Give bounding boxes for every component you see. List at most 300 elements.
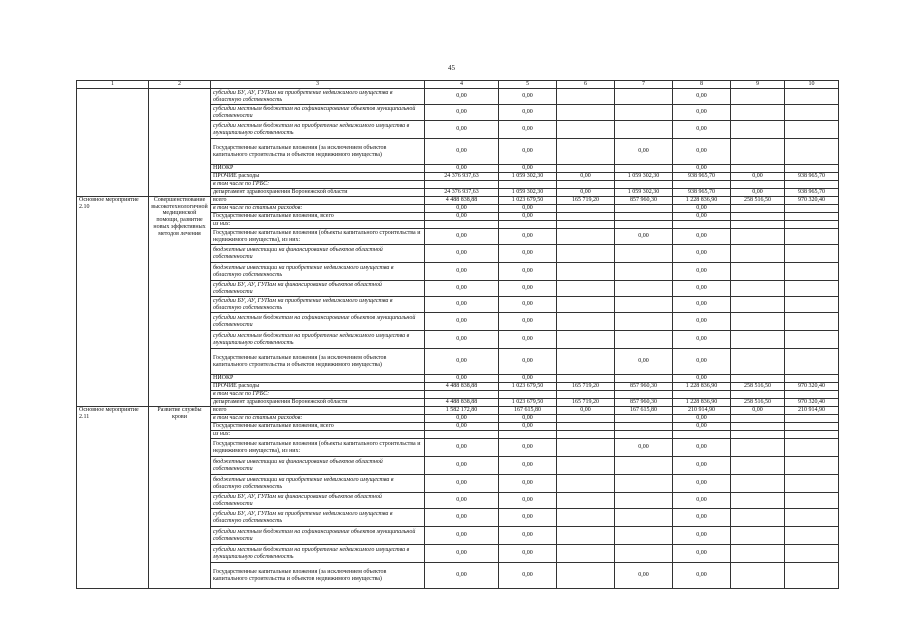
amount-cell	[731, 431, 785, 439]
column-number: 8	[673, 81, 731, 89]
amount-cell: 0,00	[425, 281, 499, 297]
amount-cell: 165 719,20	[557, 383, 615, 391]
amount-cell: 0,00	[425, 563, 499, 589]
amount-cell	[785, 527, 839, 545]
amount-cell	[615, 423, 673, 431]
amount-cell	[785, 423, 839, 431]
amount-cell	[615, 121, 673, 139]
expense-label-cell: Государственные капитальные вложения (объекты капитального строительства и недвижимого имущества), из них:	[211, 229, 425, 245]
amount-cell	[785, 221, 839, 229]
amount-cell: 0,00	[673, 121, 731, 139]
amount-cell	[785, 121, 839, 139]
amount-cell	[785, 415, 839, 423]
amount-cell	[731, 139, 785, 165]
amount-cell: 0,00	[499, 563, 557, 589]
expense-label-cell: департамент здравоохранения Воронежской области	[211, 399, 425, 407]
amount-cell: 0,00	[557, 189, 615, 197]
amount-cell: 0,00	[499, 331, 557, 349]
amount-cell: 0,00	[499, 375, 557, 383]
amount-cell	[731, 297, 785, 313]
amount-cell	[673, 391, 731, 399]
amount-cell: 938 965,70	[785, 189, 839, 197]
amount-cell	[785, 457, 839, 475]
amount-cell	[557, 431, 615, 439]
amount-cell: 0,00	[425, 139, 499, 165]
amount-cell: 1 023 679,50	[499, 399, 557, 407]
amount-cell: 24 376 937,63	[425, 173, 499, 181]
amount-cell: 0,00	[499, 527, 557, 545]
table-row	[77, 89, 839, 105]
column-number: 7	[615, 81, 673, 89]
amount-cell	[673, 181, 731, 189]
expense-label-cell: бюджетные инвестиции на приобретение недвижимого имущества в областную собственность	[211, 475, 425, 493]
expense-label-cell: НИОКР	[211, 375, 425, 383]
amount-cell: 24 376 937,63	[425, 189, 499, 197]
amount-cell	[557, 457, 615, 475]
amount-cell: 970 320,40	[785, 197, 839, 205]
amount-cell: 1 059 302,30	[499, 173, 557, 181]
amount-cell	[557, 165, 615, 173]
event-name-cell: Основное мероприятие 2.11	[77, 407, 149, 589]
amount-cell: 0,00	[499, 475, 557, 493]
amount-cell: 0,00	[673, 349, 731, 375]
amount-cell: 0,00	[499, 165, 557, 173]
amount-cell: 0,00	[673, 375, 731, 383]
amount-cell: 1 582 172,80	[425, 407, 499, 415]
amount-cell: 0,00	[425, 545, 499, 563]
amount-cell	[499, 181, 557, 189]
expense-label-cell: НИОКР	[211, 165, 425, 173]
amount-cell	[731, 375, 785, 383]
amount-cell	[731, 229, 785, 245]
amount-cell: 0,00	[425, 245, 499, 263]
amount-cell: 1 228 836,90	[673, 197, 731, 205]
amount-cell: 0,00	[499, 297, 557, 313]
expense-label-cell: в том числе по ГРБС:	[211, 391, 425, 399]
amount-cell: 0,00	[425, 213, 499, 221]
amount-cell	[557, 281, 615, 297]
amount-cell: 0,00	[673, 139, 731, 165]
amount-cell: 0,00	[673, 229, 731, 245]
expense-label-cell: Государственные капитальные вложения, всего	[211, 213, 425, 221]
amount-cell: 0,00	[673, 281, 731, 297]
amount-cell	[615, 375, 673, 383]
amount-cell: 0,00	[673, 423, 731, 431]
amount-cell	[557, 423, 615, 431]
amount-cell: 0,00	[425, 229, 499, 245]
amount-cell	[557, 105, 615, 121]
column-number: 10	[785, 81, 839, 89]
amount-cell: 0,00	[425, 509, 499, 527]
amount-cell	[615, 181, 673, 189]
amount-cell	[785, 563, 839, 589]
amount-cell: 970 320,40	[785, 383, 839, 391]
amount-cell	[785, 313, 839, 331]
amount-cell: 0,00	[673, 563, 731, 589]
amount-cell: 0,00	[673, 509, 731, 527]
amount-cell: 0,00	[731, 189, 785, 197]
amount-cell	[785, 493, 839, 509]
amount-cell: 857 960,30	[615, 399, 673, 407]
amount-cell: 0,00	[673, 213, 731, 221]
column-number: 2	[149, 81, 211, 89]
amount-cell: 1 023 679,50	[499, 383, 557, 391]
amount-cell: 0,00	[499, 245, 557, 263]
amount-cell: 0,00	[615, 439, 673, 457]
event-title-cell: Развитие службы крови	[149, 407, 211, 589]
amount-cell: 258 516,50	[731, 197, 785, 205]
amount-cell	[615, 415, 673, 423]
amount-cell	[673, 221, 731, 229]
amount-cell: 0,00	[499, 509, 557, 527]
amount-cell: 0,00	[673, 89, 731, 105]
expense-label-cell: ПРОЧИЕ расходы	[211, 173, 425, 181]
amount-cell	[731, 121, 785, 139]
amount-cell	[425, 391, 499, 399]
amount-cell: 0,00	[425, 493, 499, 509]
amount-cell: 0,00	[615, 139, 673, 165]
amount-cell	[785, 545, 839, 563]
amount-cell	[615, 281, 673, 297]
amount-cell: 0,00	[673, 331, 731, 349]
expense-label-cell: Государственные капитальные вложения (за исключением объектов капитального строительства и объектов недвижимого имущества)	[211, 139, 425, 165]
column-number: 1	[77, 81, 149, 89]
expense-label-cell: ПРОЧИЕ расходы	[211, 383, 425, 391]
amount-cell: 0,00	[499, 439, 557, 457]
amount-cell: 0,00	[425, 415, 499, 423]
amount-cell: 210 914,90	[673, 407, 731, 415]
amount-cell	[557, 493, 615, 509]
expense-label-cell: в том числе по ГРБС:	[211, 181, 425, 189]
amount-cell	[557, 297, 615, 313]
amount-cell	[499, 221, 557, 229]
amount-cell: 0,00	[673, 313, 731, 331]
expense-label-cell: Государственные капитальные вложения (за исключением объектов капитального строительства и объектов недвижимого имущества)	[211, 563, 425, 589]
amount-cell: 0,00	[673, 493, 731, 509]
amount-cell	[557, 229, 615, 245]
amount-cell	[557, 89, 615, 105]
amount-cell: 258 516,50	[731, 399, 785, 407]
amount-cell: 0,00	[673, 415, 731, 423]
amount-cell: 0,00	[425, 331, 499, 349]
amount-cell: 0,00	[673, 439, 731, 457]
amount-cell	[731, 493, 785, 509]
amount-cell	[731, 221, 785, 229]
amount-cell: 0,00	[499, 493, 557, 509]
amount-cell	[615, 245, 673, 263]
expense-label-cell: субсидии местным бюджетам на софинансирование объектов муниципальной собственности	[211, 105, 425, 121]
amount-cell	[557, 349, 615, 375]
expense-label-cell: субсидии БУ, АУ, ГУПам на финансирование объектов областной собственности	[211, 281, 425, 297]
amount-cell	[785, 229, 839, 245]
amount-cell	[731, 527, 785, 545]
amount-cell	[731, 213, 785, 221]
amount-cell: 0,00	[499, 415, 557, 423]
amount-cell: 0,00	[425, 375, 499, 383]
amount-cell	[731, 281, 785, 297]
amount-cell: 0,00	[499, 545, 557, 563]
amount-cell: 165 719,20	[557, 197, 615, 205]
table-body	[77, 81, 839, 589]
amount-cell	[615, 527, 673, 545]
expense-label-cell: департамент здравоохранения Воронежской области	[211, 189, 425, 197]
amount-cell: 0,00	[425, 457, 499, 475]
amount-cell: 0,00	[731, 407, 785, 415]
amount-cell: 0,00	[499, 139, 557, 165]
amount-cell	[785, 281, 839, 297]
amount-cell	[785, 475, 839, 493]
amount-cell	[731, 545, 785, 563]
expense-label-cell: в том числе по статьям расходов:	[211, 415, 425, 423]
amount-cell: 4 488 838,88	[425, 197, 499, 205]
amount-cell	[615, 221, 673, 229]
amount-cell	[785, 245, 839, 263]
table-row	[77, 407, 839, 415]
amount-cell: 4 488 838,88	[425, 399, 499, 407]
amount-cell: 0,00	[673, 527, 731, 545]
amount-cell	[557, 313, 615, 331]
amount-cell	[785, 263, 839, 281]
amount-cell: 857 960,30	[615, 197, 673, 205]
amount-cell	[785, 139, 839, 165]
event-name-cell	[77, 89, 149, 197]
amount-cell	[557, 181, 615, 189]
amount-cell: 0,00	[425, 263, 499, 281]
amount-cell: 0,00	[499, 229, 557, 245]
amount-cell: 0,00	[557, 173, 615, 181]
column-number-row	[77, 81, 839, 89]
amount-cell	[425, 221, 499, 229]
amount-cell	[785, 509, 839, 527]
amount-cell: 0,00	[615, 349, 673, 375]
amount-cell: 167 615,80	[615, 407, 673, 415]
amount-cell: 0,00	[425, 349, 499, 375]
amount-cell	[615, 89, 673, 105]
amount-cell	[557, 213, 615, 221]
expense-label-cell: субсидии местным бюджетам на приобретение недвижимого имущества в муниципальную собственность	[211, 545, 425, 563]
amount-cell	[615, 297, 673, 313]
expense-label-cell: субсидии БУ, АУ, ГУПам на приобретение недвижимого имущества в областную собственность	[211, 89, 425, 105]
amount-cell	[731, 331, 785, 349]
amount-cell: 0,00	[425, 205, 499, 213]
amount-cell: 0,00	[425, 475, 499, 493]
amount-cell: 0,00	[673, 457, 731, 475]
amount-cell	[731, 509, 785, 527]
amount-cell	[557, 121, 615, 139]
amount-cell	[557, 205, 615, 213]
amount-cell: 0,00	[499, 121, 557, 139]
amount-cell	[425, 181, 499, 189]
column-number: 6	[557, 81, 615, 89]
amount-cell: 970 320,40	[785, 399, 839, 407]
amount-cell: 0,00	[499, 313, 557, 331]
expense-label-cell: субсидии БУ, АУ, ГУПам на финансирование объектов областной собственности	[211, 493, 425, 509]
amount-cell	[615, 213, 673, 221]
expense-label-cell: Государственные капитальные вложения (за исключением объектов капитального строительства и объектов недвижимого имущества)	[211, 349, 425, 375]
amount-cell	[785, 431, 839, 439]
amount-cell	[557, 221, 615, 229]
amount-cell: 1 228 836,90	[673, 399, 731, 407]
amount-cell: 0,00	[673, 205, 731, 213]
amount-cell	[731, 105, 785, 121]
amount-cell: 0,00	[499, 89, 557, 105]
amount-cell	[615, 457, 673, 475]
amount-cell: 0,00	[425, 439, 499, 457]
amount-cell: 0,00	[425, 121, 499, 139]
amount-cell	[731, 89, 785, 105]
amount-cell: 0,00	[673, 297, 731, 313]
budget-table	[76, 80, 839, 589]
amount-cell: 938 965,70	[785, 173, 839, 181]
column-number: 3	[211, 81, 425, 89]
amount-cell	[731, 205, 785, 213]
amount-cell: 0,00	[673, 263, 731, 281]
amount-cell: 0,00	[425, 89, 499, 105]
expense-label-cell: из них:	[211, 221, 425, 229]
amount-cell	[557, 439, 615, 457]
amount-cell	[615, 431, 673, 439]
amount-cell: 0,00	[673, 475, 731, 493]
amount-cell	[615, 331, 673, 349]
amount-cell: 0,00	[673, 245, 731, 263]
expense-label-cell: субсидии местным бюджетам на софинансирование объектов муниципальной собственности	[211, 527, 425, 545]
expense-label-cell: Государственные капитальные вложения (объекты капитального строительства и недвижимого имущества), из них:	[211, 439, 425, 457]
amount-cell: 1 228 836,90	[673, 383, 731, 391]
amount-cell: 0,00	[615, 229, 673, 245]
amount-cell: 1 059 302,30	[499, 189, 557, 197]
expense-label-cell: бюджетные инвестиции на финансирование объектов областной собственности	[211, 457, 425, 475]
amount-cell: 0,00	[425, 105, 499, 121]
expense-label-cell: бюджетные инвестиции на приобретение недвижимого имущества в областную собственность	[211, 263, 425, 281]
amount-cell: 0,00	[673, 105, 731, 121]
amount-cell	[615, 105, 673, 121]
amount-cell	[615, 165, 673, 173]
expense-label-cell: всего	[211, 407, 425, 415]
amount-cell	[731, 263, 785, 281]
amount-cell: 165 719,20	[557, 399, 615, 407]
table-row	[77, 197, 839, 205]
amount-cell	[557, 375, 615, 383]
amount-cell	[785, 297, 839, 313]
amount-cell: 938 965,70	[673, 189, 731, 197]
amount-cell	[557, 331, 615, 349]
amount-cell	[557, 545, 615, 563]
amount-cell	[731, 439, 785, 457]
amount-cell: 0,00	[425, 297, 499, 313]
amount-cell	[557, 527, 615, 545]
amount-cell	[673, 431, 731, 439]
amount-cell: 938 965,70	[673, 173, 731, 181]
amount-cell	[731, 245, 785, 263]
amount-cell: 0,00	[425, 313, 499, 331]
amount-cell	[731, 475, 785, 493]
amount-cell	[785, 331, 839, 349]
expense-label-cell: из них:	[211, 431, 425, 439]
amount-cell: 0,00	[673, 545, 731, 563]
amount-cell	[557, 415, 615, 423]
amount-cell	[785, 391, 839, 399]
amount-cell	[731, 181, 785, 189]
amount-cell	[557, 263, 615, 281]
column-number: 9	[731, 81, 785, 89]
amount-cell	[731, 165, 785, 173]
event-title-cell	[149, 89, 211, 197]
expense-label-cell: субсидии БУ, АУ, ГУПам на приобретение недвижимого имущества в областную собственность	[211, 297, 425, 313]
amount-cell: 0,00	[425, 527, 499, 545]
amount-cell	[731, 423, 785, 431]
amount-cell	[731, 313, 785, 331]
amount-cell	[425, 431, 499, 439]
expense-label-cell: субсидии местным бюджетам на софинансирование объектов муниципальной собственности	[211, 313, 425, 331]
amount-cell	[731, 563, 785, 589]
amount-cell: 0,00	[499, 105, 557, 121]
amount-cell: 0,00	[499, 349, 557, 375]
amount-cell: 1 023 679,50	[499, 197, 557, 205]
column-number: 5	[499, 81, 557, 89]
amount-cell	[731, 457, 785, 475]
amount-cell	[731, 349, 785, 375]
column-number: 4	[425, 81, 499, 89]
amount-cell: 857 960,30	[615, 383, 673, 391]
amount-cell	[499, 431, 557, 439]
amount-cell	[499, 391, 557, 399]
amount-cell	[615, 205, 673, 213]
amount-cell	[557, 509, 615, 527]
amount-cell	[785, 181, 839, 189]
page-number: 45	[448, 64, 455, 72]
amount-cell: 0,00	[499, 281, 557, 297]
amount-cell	[785, 205, 839, 213]
amount-cell: 4 488 838,88	[425, 383, 499, 391]
event-name-cell: Основное мероприятие 2.10	[77, 197, 149, 407]
amount-cell	[731, 415, 785, 423]
amount-cell: 0,00	[499, 205, 557, 213]
amount-cell: 0,00	[673, 165, 731, 173]
amount-cell	[615, 545, 673, 563]
amount-cell: 0,00	[425, 423, 499, 431]
expense-label-cell: субсидии местным бюджетам на приобретение недвижимого имущества в муниципальную собственность	[211, 331, 425, 349]
amount-cell	[615, 263, 673, 281]
amount-cell	[557, 139, 615, 165]
expense-label-cell: бюджетные инвестиции на финансирование объектов областной собственности	[211, 245, 425, 263]
amount-cell	[557, 563, 615, 589]
expense-label-cell: Государственные капитальные вложения, всего	[211, 423, 425, 431]
expense-label-cell: субсидии местным бюджетам на приобретение недвижимого имущества в муниципальную собственность	[211, 121, 425, 139]
amount-cell	[731, 391, 785, 399]
amount-cell	[785, 89, 839, 105]
amount-cell	[785, 349, 839, 375]
amount-cell	[615, 313, 673, 331]
amount-cell	[615, 391, 673, 399]
amount-cell	[785, 439, 839, 457]
amount-cell	[615, 509, 673, 527]
amount-cell: 210 914,90	[785, 407, 839, 415]
amount-cell: 0,00	[731, 173, 785, 181]
amount-cell: 0,00	[557, 407, 615, 415]
event-title-cell: Совершенствование высокотехнологичной медицинской помощи, развитие новых эффективных методов лечения	[149, 197, 211, 407]
expense-label-cell: субсидии БУ, АУ, ГУПам на приобретение недвижимого имущества в областную собственность	[211, 509, 425, 527]
expense-label-cell: всего	[211, 197, 425, 205]
amount-cell	[785, 213, 839, 221]
amount-cell: 0,00	[615, 563, 673, 589]
amount-cell	[615, 493, 673, 509]
expense-label-cell: в том числе по статьям расходов:	[211, 205, 425, 213]
amount-cell	[785, 375, 839, 383]
amount-cell: 258 516,50	[731, 383, 785, 391]
amount-cell: 0,00	[499, 423, 557, 431]
amount-cell: 1 059 302,30	[615, 173, 673, 181]
amount-cell	[557, 245, 615, 263]
